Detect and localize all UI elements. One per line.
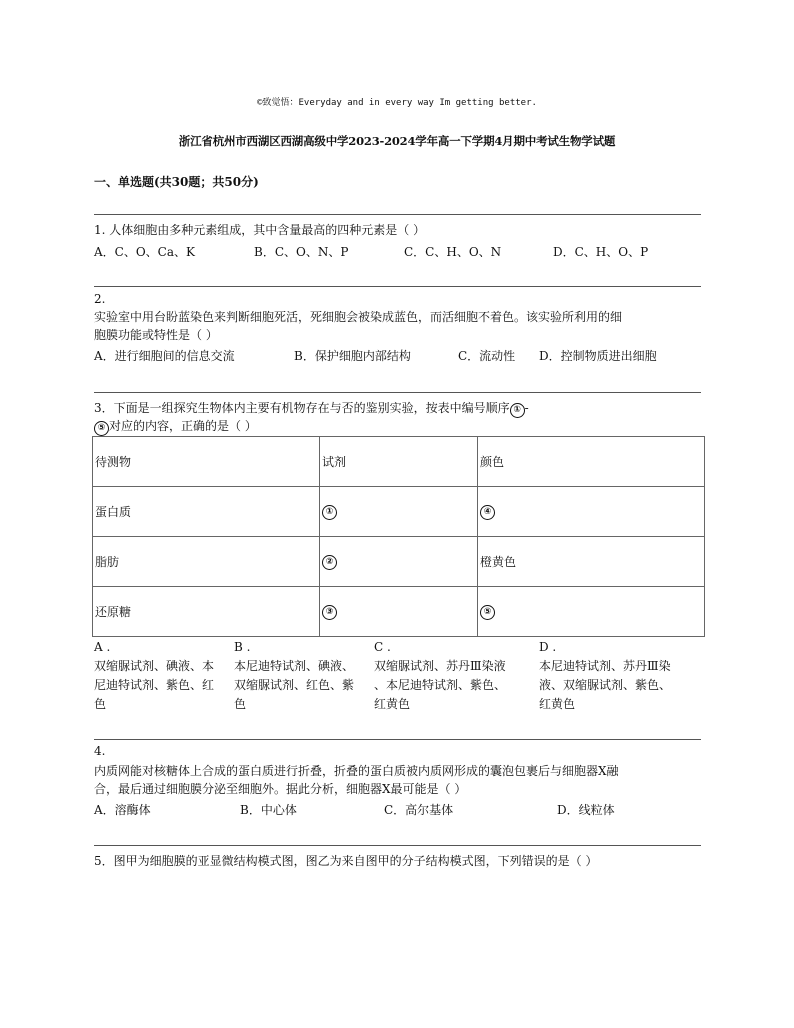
section-heading: 一、单选题(共30题；共50分) [94, 175, 259, 189]
divider [94, 739, 701, 740]
q4-option-d: D．线粒体 [557, 803, 615, 817]
header-note: ©致觉悟：Everyday and in every way Im getting better. [257, 98, 537, 108]
q3-option-d: D . 本尼迪特试剂、苏丹Ⅲ染 液、双缩脲试剂、紫色、 红黄色 [539, 640, 672, 711]
q3-stem-line2: ⑤ 对应的内容，正确的是（ ） [94, 417, 257, 436]
exam-title: 浙江省杭州市西湖区西湖高级中学2023-2024学年高一下学期4月期中考试生物学试题 [178, 134, 616, 148]
table-cell: 还原糖 [93, 587, 320, 637]
q2-option-c: C．流动性 [458, 349, 516, 363]
mark-5: ⑤ [480, 605, 495, 620]
table-cell [320, 487, 478, 537]
q3-option-c: C . 双缩脲试剂、苏丹Ⅲ染液 、本尼迪特试剂、紫色、 红黄色 [374, 640, 507, 711]
q5-stem: 5．图甲为细胞膜的亚显微结构模式图，图乙为来自图甲的分子结构模式图，下列错误的是（ ） [94, 854, 598, 868]
q4-number: 4. [94, 744, 106, 758]
table-cell: 橙黄色 [478, 537, 705, 587]
q1-option-d: D．C、H、O、P [553, 245, 649, 259]
q2-stem-line2: 胞膜功能或特性是（ ） [94, 328, 218, 342]
table-cell: 脂肪 [93, 537, 320, 587]
table-cell [478, 487, 705, 537]
table-row [93, 537, 705, 587]
header-cell: 颜色 [478, 437, 705, 487]
table-row [93, 487, 705, 537]
mark-5: ⑤ [94, 421, 109, 436]
q4-stem-line2: 合，最后通过细胞膜分泌至细胞外。据此分析，细胞器X最可能是（ ） [94, 782, 467, 796]
q3-option-a: A . 双缩脲试剂、碘液、本 尼迪特试剂、紫色、红 色 [94, 640, 215, 711]
table-cell [320, 537, 478, 587]
mark-3: ③ [322, 605, 337, 620]
q4-option-c: C．高尔基体 [384, 803, 454, 817]
q1-option-a: A．C、O、Ca、K [94, 245, 195, 259]
divider [94, 392, 701, 393]
q3-table [92, 436, 705, 637]
q4-option-b: B．中心体 [240, 803, 297, 817]
mark-2: ② [322, 555, 337, 570]
table-cell: 蛋白质 [93, 487, 320, 537]
q2-stem-line1: 实验室中用台盼蓝染色来判断细胞死活，死细胞会被染成蓝色，而活细胞不着色。该实验所利用的细 [94, 310, 623, 324]
table-cell [320, 587, 478, 637]
header-cell: 待测物 [93, 437, 320, 487]
header-cell: 试剂 [320, 437, 478, 487]
divider [94, 286, 701, 287]
q2-number: 2. [94, 292, 106, 306]
q4-stem-line1: 内质网能对核糖体上合成的蛋白质进行折叠，折叠的蛋白质被内质网形成的囊泡包裹后与细胞器X融 [94, 764, 619, 778]
table-cell [478, 587, 705, 637]
q3-stem-line1: 3．下面是一组探究生物体内主要有机物存在与否的鉴别实验，按表中编号顺序 ① - [94, 399, 529, 418]
q2-option-d: D．控制物质进出细胞 [539, 349, 657, 363]
mark-1: ① [510, 403, 525, 418]
table-row [93, 587, 705, 637]
mark-4: ④ [480, 505, 495, 520]
divider [94, 214, 701, 215]
q1-option-b: B．C、O、N、P [254, 245, 349, 259]
q1-stem: 1. 人体细胞由多种元素组成，其中含量最高的四种元素是（ ） [94, 223, 426, 237]
q2-option-b: B．保护细胞内部结构 [294, 349, 411, 363]
table-header-row [93, 437, 705, 487]
divider [94, 845, 701, 846]
q2-option-a: A．进行细胞间的信息交流 [94, 349, 235, 363]
q4-option-a: A．溶酶体 [94, 803, 151, 817]
q1-option-c: C．C、H、O、N [404, 245, 502, 259]
mark-1: ① [322, 505, 337, 520]
q3-option-b: B . 本尼迪特试剂、碘液、 双缩脲试剂、红色、紫 色 [234, 640, 355, 711]
